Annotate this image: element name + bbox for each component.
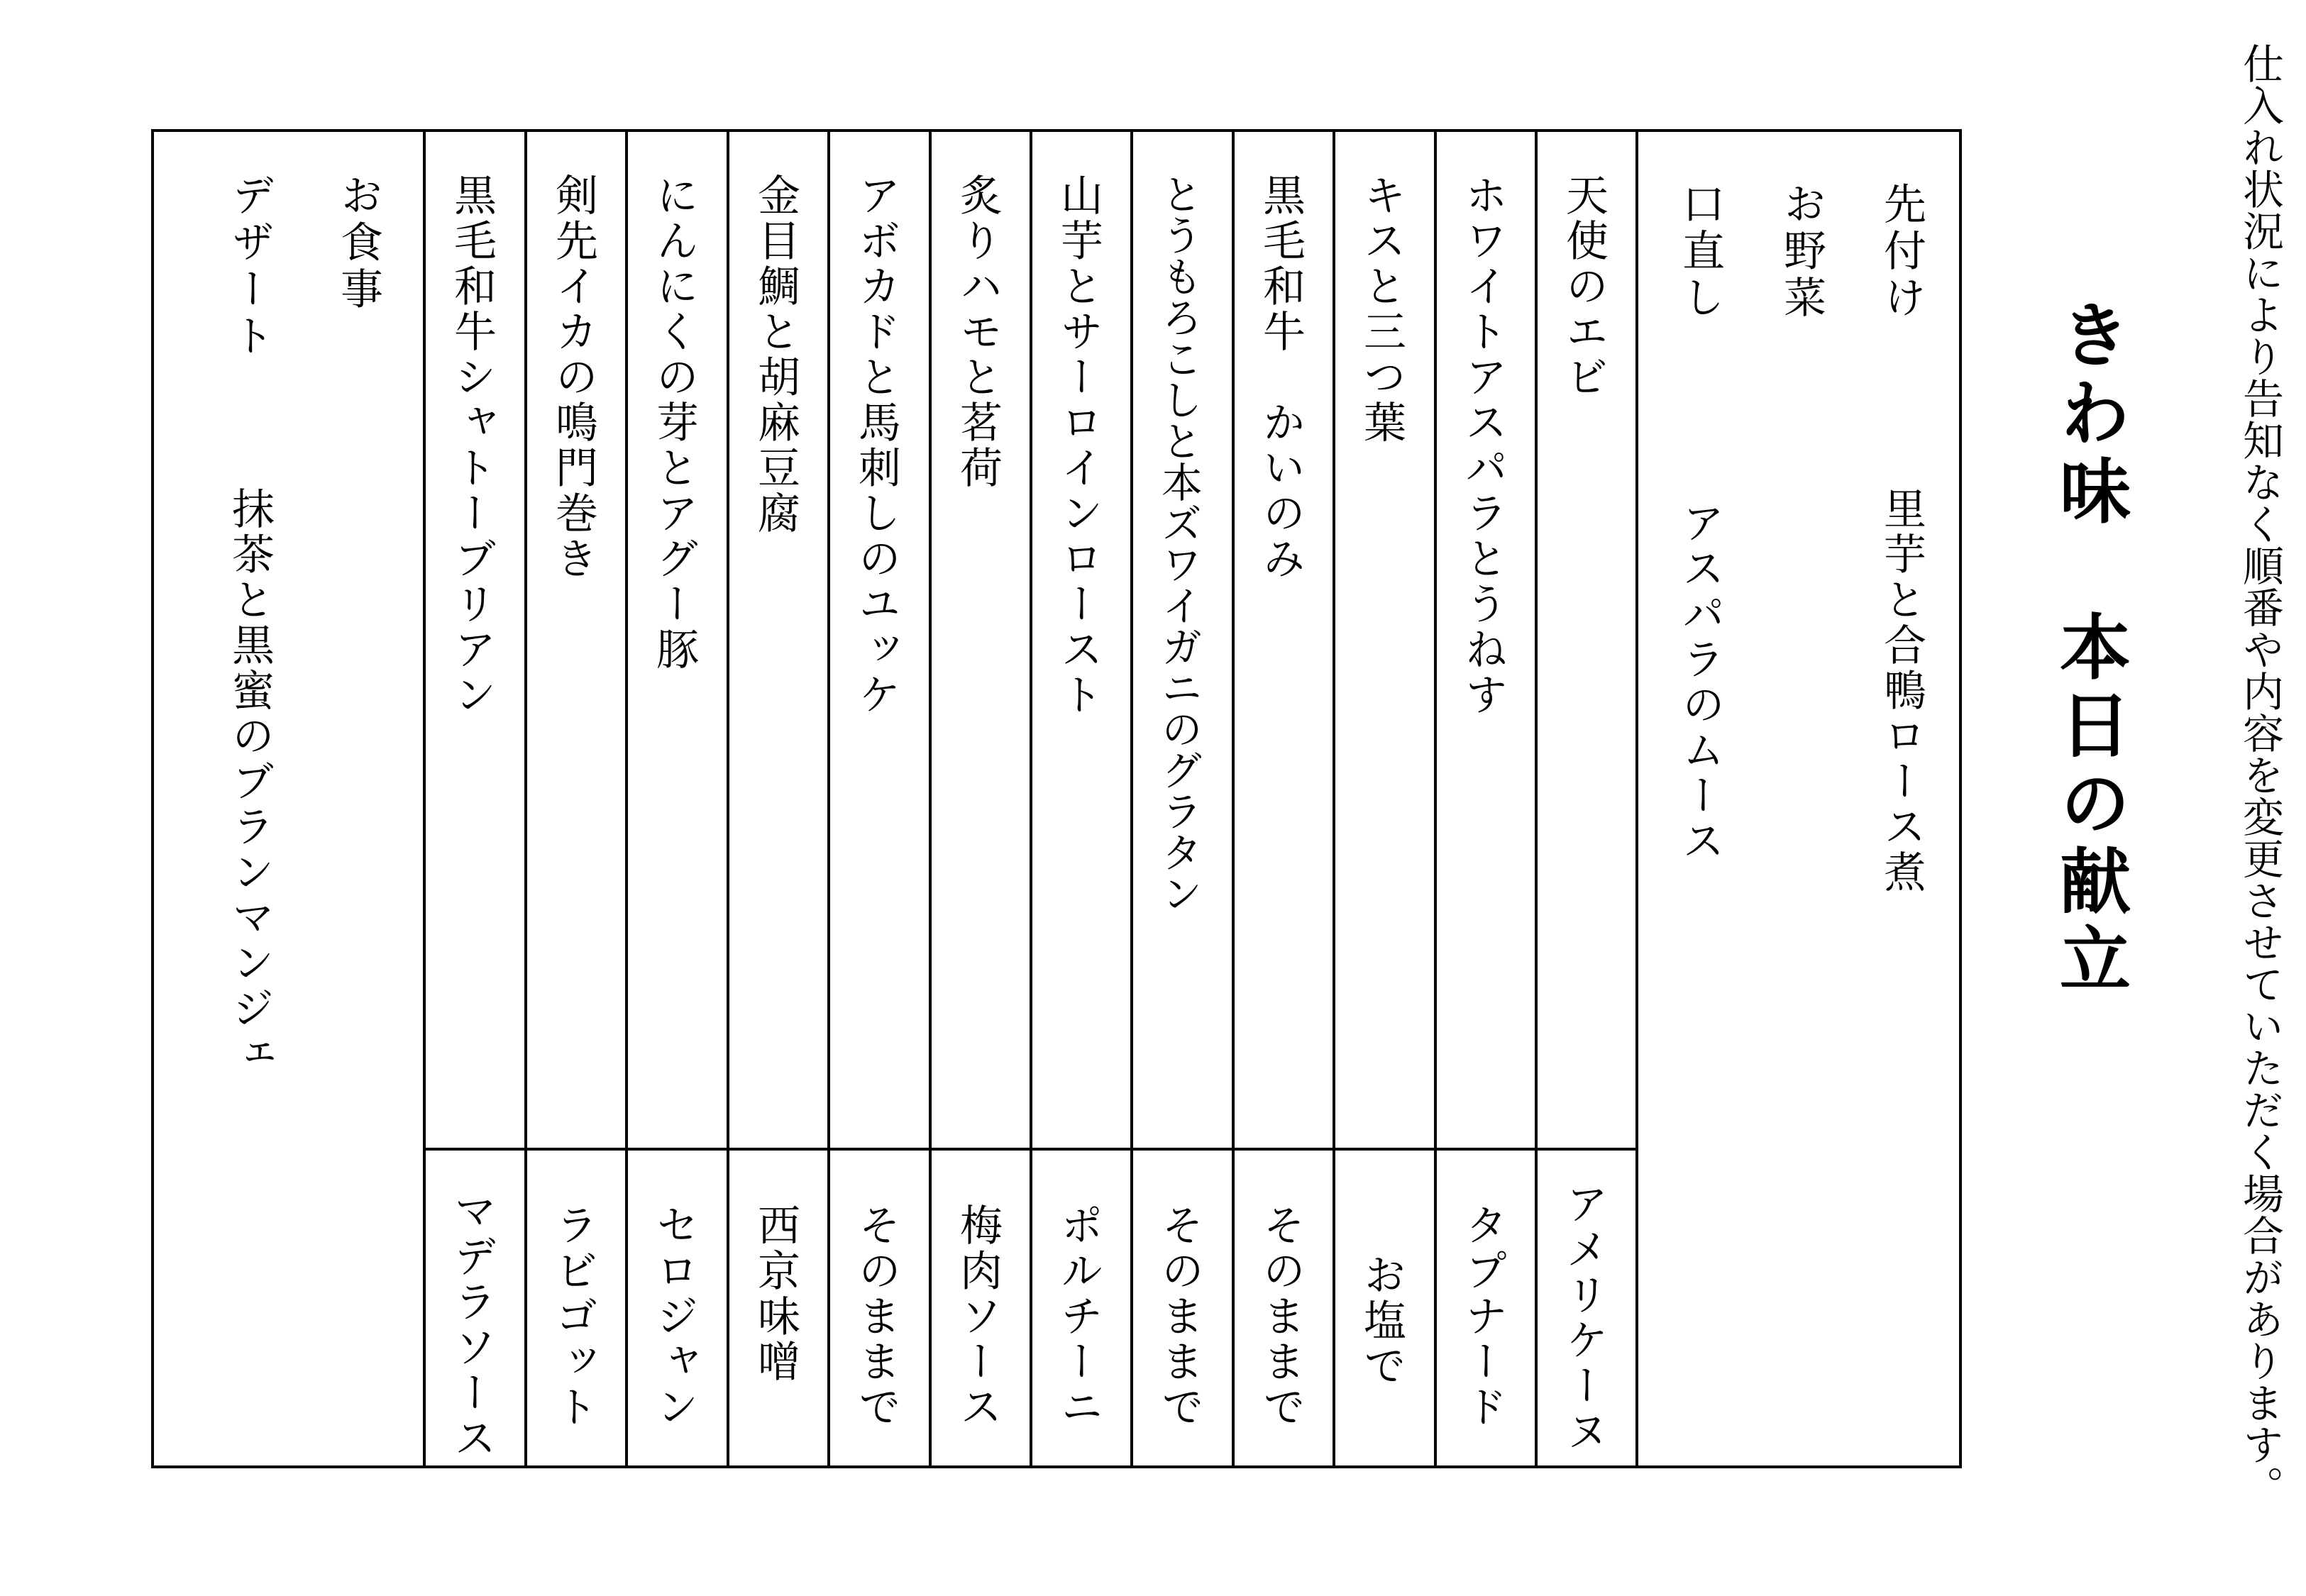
dish-sauce-11: ラビゴット (548, 1203, 598, 1430)
course-label-oshokuji: お食事 (333, 173, 383, 314)
menu-table (151, 129, 1962, 1468)
divider-line (524, 132, 527, 1465)
divider-line (625, 132, 628, 1465)
dish-name-12: 黒毛和牛シャトーブリアン (447, 173, 497, 718)
divider-line (1635, 132, 1638, 1465)
dish-name-6: 山芋とサーロインロースト (1054, 173, 1103, 718)
dish-sauce-4: そのままで (1256, 1203, 1306, 1430)
dish-sauce-10: セロジャン (649, 1203, 699, 1430)
dish-sauce-2: タプナード (1458, 1203, 1508, 1430)
course-dish-dessert: 抹茶と黒蜜のブランマンジェ (225, 487, 275, 1077)
divider-line (727, 132, 729, 1465)
dish-sauce-3: お塩で (1357, 1253, 1406, 1389)
divider-line (827, 132, 830, 1465)
dish-sauce-8: そのままで (851, 1203, 901, 1430)
dish-sauce-6: ポルチーニ (1054, 1203, 1103, 1430)
dish-name-10: にんにくの芽とアグー豚 (649, 173, 699, 672)
notice-text: 仕入れ状況により告知なく順番や内容を変更させていただく場合があります。 (2236, 43, 2284, 1507)
course-label-dessert: デザート (225, 173, 275, 360)
sauce-divider-line (423, 1148, 1638, 1151)
dish-name-8: アボカドと馬刺しのユッケ (851, 173, 901, 718)
divider-line (1333, 132, 1335, 1465)
dish-name-5: とうもろこしと本ズワイガニのグラタン (1154, 173, 1203, 914)
dish-name-7: 炙りハモと茗荷 (953, 173, 1003, 491)
dish-sauce-9: 西京味噌 (751, 1203, 800, 1385)
dish-sauce-7: 梅肉ソース (953, 1203, 1003, 1430)
dish-sauce-1: アメリケーヌ (1559, 1182, 1609, 1454)
dish-name-2: ホワイトアスパラとうねす (1458, 173, 1508, 718)
divider-line (929, 132, 932, 1465)
dish-sauce-12: マデラソース (447, 1189, 497, 1461)
divider-line (1030, 132, 1032, 1465)
dish-name-11: 剣先イカの鳴門巻き (548, 173, 598, 582)
dish-sauce-5: そのままで (1154, 1203, 1204, 1430)
menu-title: きわ味 本日の献立 (2048, 298, 2131, 1000)
course-label-sakizuke: 先付け (1877, 182, 1926, 322)
course-label-kuchinaoshi: 口直し (1675, 182, 1725, 322)
dish-name-9: 金目鯛と胡麻豆腐 (751, 173, 800, 536)
dish-name-4: 黒毛和牛 かいのみ (1256, 173, 1306, 582)
divider-line (423, 132, 426, 1465)
course-label-oyasai: お野菜 (1777, 182, 1826, 322)
dish-name-1: 天使のエビ (1559, 173, 1609, 400)
divider-line (1232, 132, 1235, 1465)
divider-line (1535, 132, 1538, 1465)
divider-line (1130, 132, 1133, 1465)
dish-name-3: キスと三つ葉 (1357, 173, 1406, 445)
course-dish-kuchinaoshi: アスパラのムース (1675, 501, 1725, 864)
course-dish-sakizuke: 里芋と合鴨ロース煮 (1877, 487, 1926, 895)
divider-line (1434, 132, 1437, 1465)
